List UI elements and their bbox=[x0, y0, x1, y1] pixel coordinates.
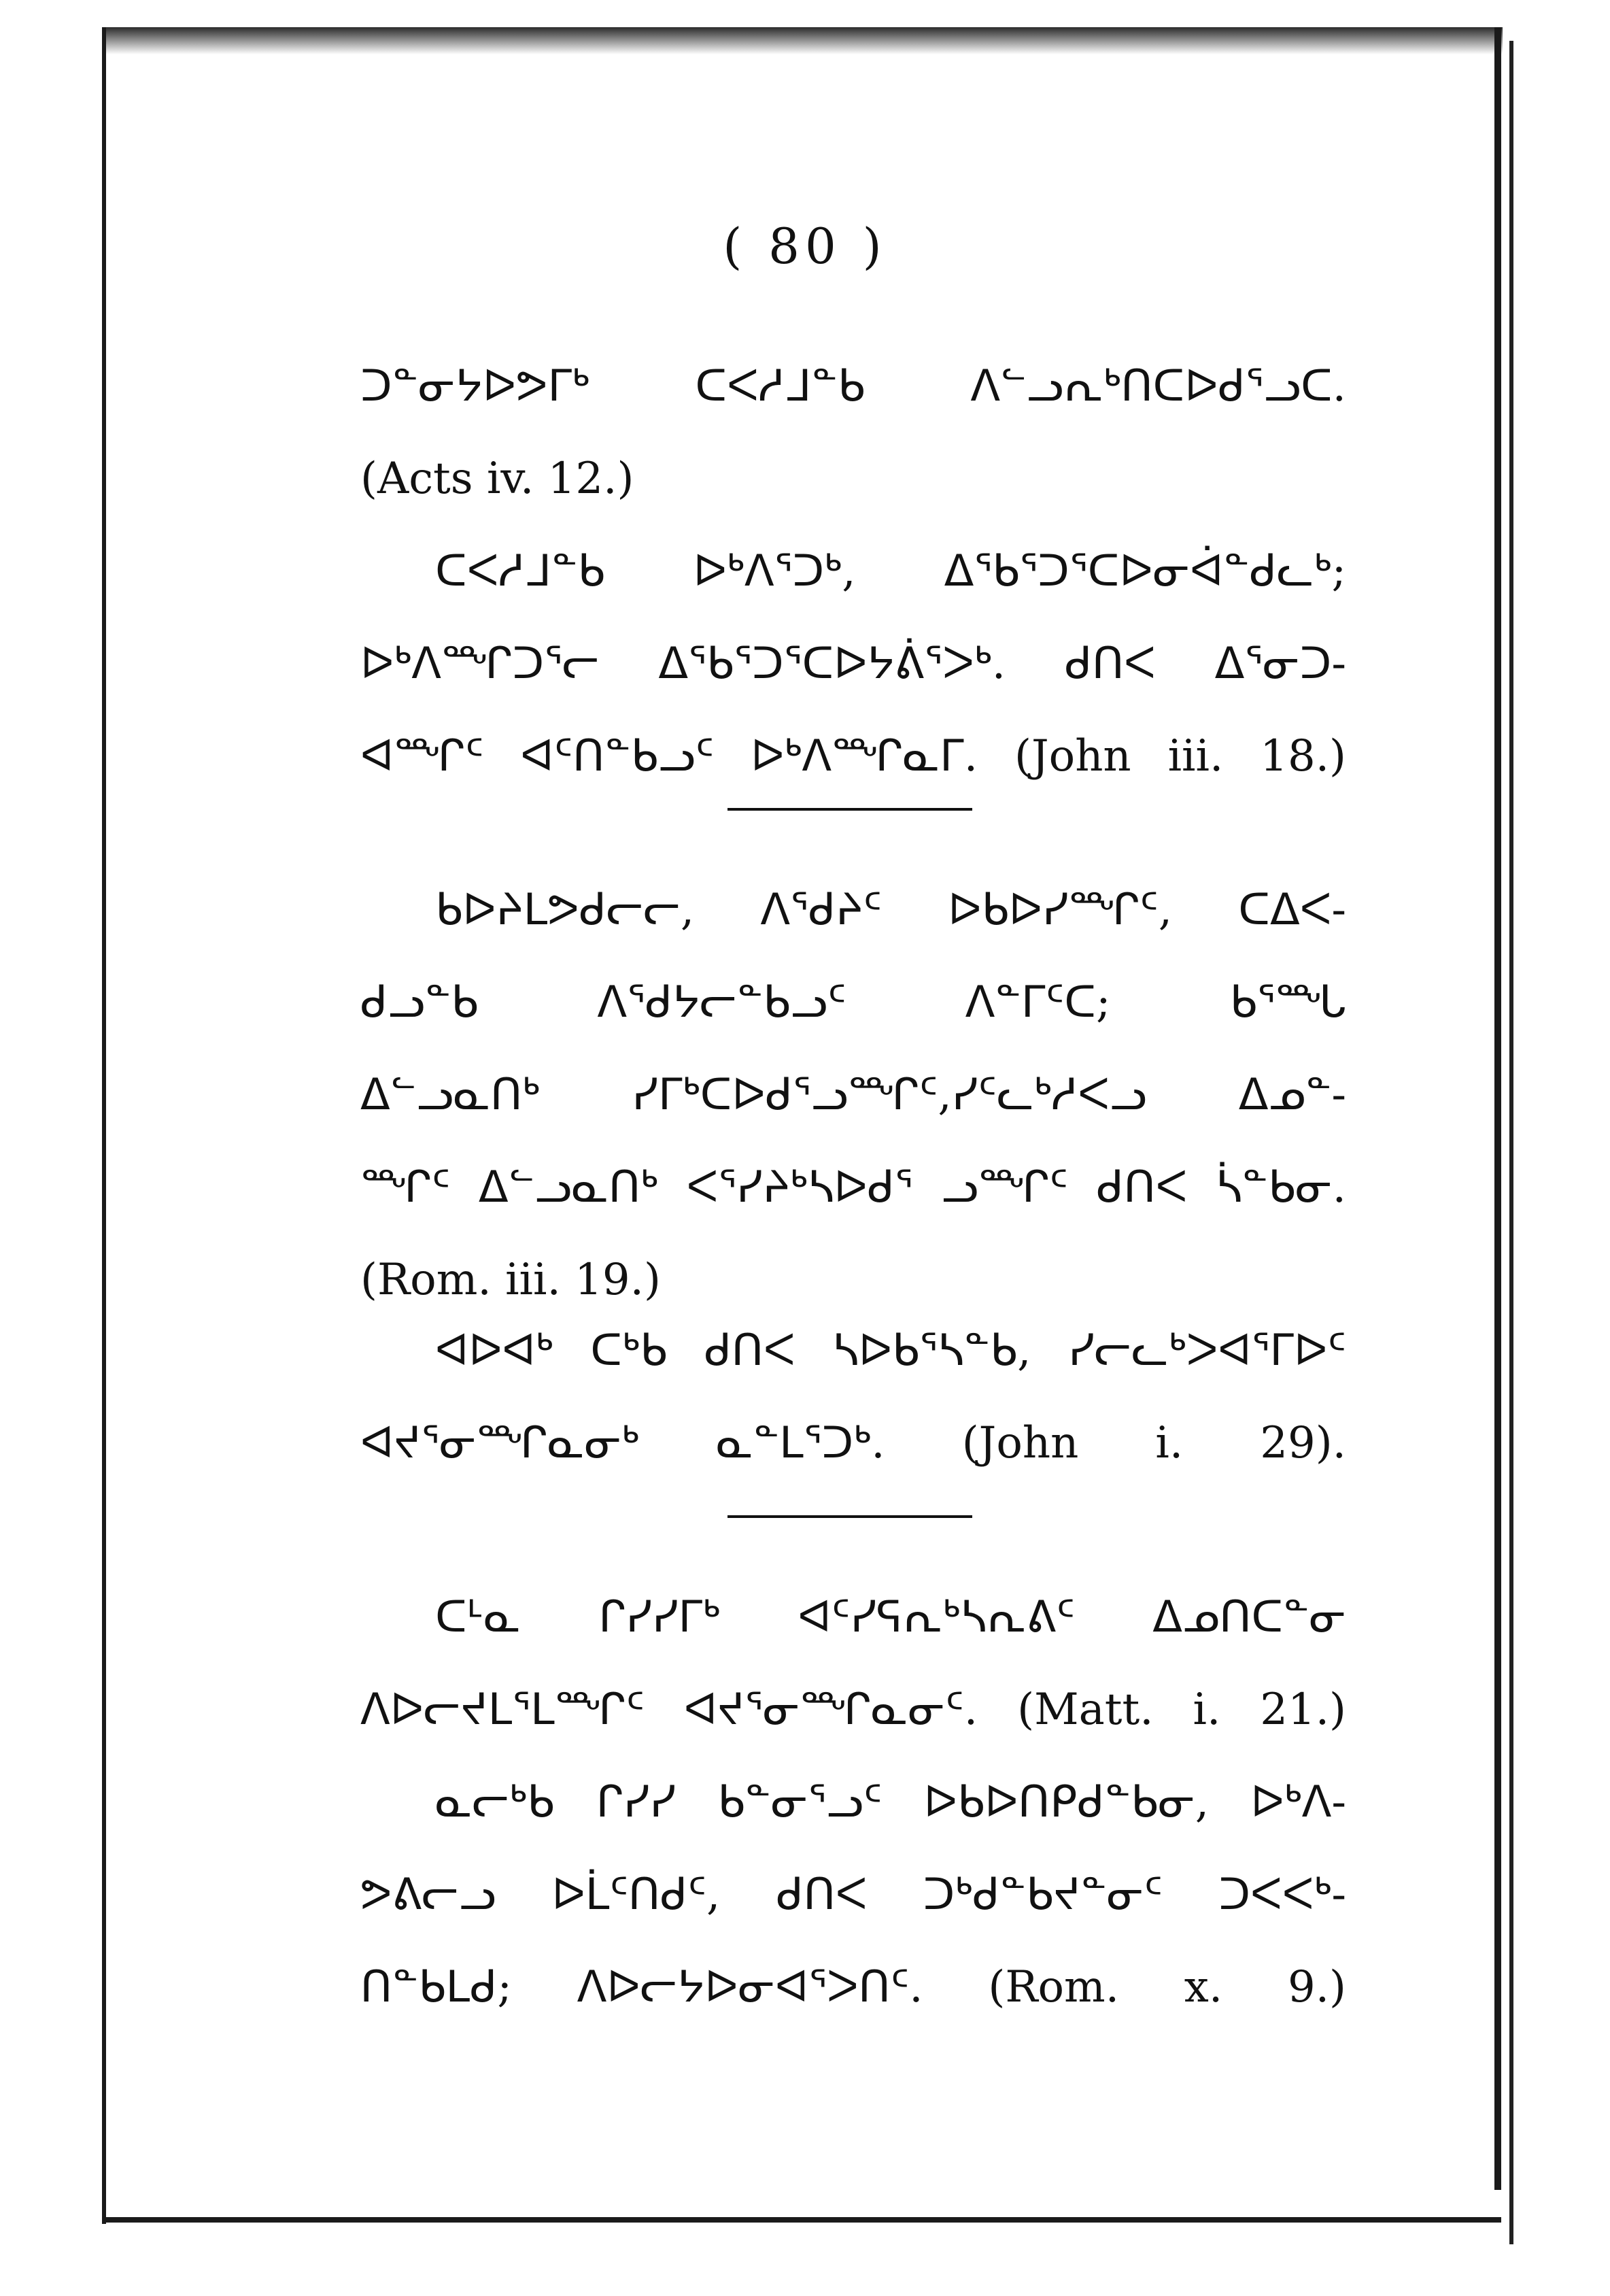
page-top-shadow bbox=[102, 27, 1503, 54]
page-left-edge bbox=[102, 27, 106, 2224]
syllabic-line-with-reference: ᐊᔪᕐᓂᙱᓇᓂᒃ ᓇᓐᒪᕐᑐᒃ. (John i. 29). bbox=[360, 1418, 1346, 1468]
page-right-edge bbox=[1494, 27, 1501, 2190]
adjacent-page-edge bbox=[1509, 41, 1513, 2244]
syllabic-line: ᑯᓗᓐᑲ ᐱᕐᑯᔭᓕᓐᑲᓗᑦ ᐱᓐᒥᑦᑕ; ᑲᕐᙵ bbox=[360, 977, 1346, 1028]
syllabic-line-with-reference: ᐊᙱᑦ ᐊᑦᑎᓐᑲᓗᑦ ᐅᒃᐱᙱᓇᒥ. (John iii. 18.) bbox=[360, 731, 1346, 781]
page-bottom-edge bbox=[102, 2217, 1501, 2223]
syllabic-line: ᕗᕕᓕᓗ ᐅᒫᑦᑎᑯᑦ, ᑯᑎᐸ ᑐᒃᑯᓐᑲᔪᓐᓂᑦ ᑐᐸᐸᒃ- bbox=[360, 1870, 1346, 1920]
verse-block-5 bbox=[360, 1571, 1346, 2033]
syllabic-line: ᙱᑦ ᐃᓪᓗᓇᑎᒃ ᐸᕐᓯᔨᒃᓴᐅᑯᕐ ᓗᙱᑦ ᑯᑎᐸ ᓵᓐᑲᓂ. bbox=[360, 1162, 1346, 1213]
verse-block-3 bbox=[360, 864, 1346, 1326]
scripture-reference: (Acts iv. 12.) bbox=[360, 454, 634, 504]
verse-block-2 bbox=[360, 525, 1346, 803]
scripture-reference: (Rom. iii. 19.) bbox=[360, 1255, 661, 1305]
syllabic-line: ᑐᓐᓂᔭᐅᕗᒥᒃ ᑕᐸᓱᒧᓐᑲ ᐱᓪᓗᕆᒃᑎᑕᐅᑯᕐᓗᑕ. bbox=[360, 361, 1346, 411]
section-divider bbox=[727, 808, 972, 811]
syllabic-line: ᑲᐅᔨᒪᕗᑯᓕᓕ, ᐱᕐᑯᔨᑦ ᐅᑲᐅᓯᙱᑦ, ᑕᐃᐸ- bbox=[435, 885, 1346, 935]
verse-block-4 bbox=[360, 1304, 1346, 1489]
syllabic-line: ᑕᐸᓱᒧᓐᑲ ᐅᒃᐱᕐᑐᒃ, ᐃᕐᑲᕐᑐᕐᑕᐅᓂᐋᓐᑯᓚᒃ; bbox=[435, 546, 1346, 596]
syllabic-line: ᑕᒻᓇ ᒋᓯᓯᒥᒃ ᐊᑦᓯᕋᕆᒃᓴᕆᕕᑦ ᐃᓄᑎᑕᓐᓂ bbox=[435, 1592, 1346, 1642]
verse-block-1 bbox=[360, 340, 1346, 525]
syllabic-line: ᐊᐅᐊᒃ ᑕᒃᑲ ᑯᑎᐸ ᓴᐅᑲᕐᓴᓐᑲ, ᓯᓕᓚᒃᐳᐊᕐᒥᐅᑦ bbox=[435, 1326, 1346, 1376]
syllabic-line-with-reference: ᐱᐅᓕᔪᒪᕐᒪᙱᑦ ᐊᔪᕐᓂᙱᓇᓂᑦ. (Matt. i. 21.) bbox=[360, 1685, 1346, 1735]
syllabic-line: ᐅᒃᐱᙱᑐᕐᓕ ᐃᕐᑲᕐᑐᕐᑕᐅᔭᕖᕐᐳᒃ. ᑯᑎᐸ ᐃᕐᓂᑐ- bbox=[360, 639, 1346, 689]
syllabic-line: ᓇᓕᒃᑲ ᒋᓯᓯ ᑲᓐᓂᕐᓗᑦ ᐅᑲᐅᑎᑭᑯᓐᑲᓂ, ᐅᒃᐱ- bbox=[435, 1777, 1346, 1827]
page-number: ( 80 ) bbox=[723, 218, 887, 275]
syllabic-line-with-reference: ᑎᓐᑲᒪᑯ; ᐱᐅᓕᔭᐅᓂᐊᕐᐳᑎᑦ. (Rom. x. 9.) bbox=[360, 1962, 1346, 2012]
section-divider bbox=[727, 1515, 972, 1518]
syllabic-line: ᐃᓪᓗᓇᑎᒃ ᓯᒥᒃᑕᐅᑯᕐᓗᙱᑦ,ᓯᑦᓚᒃᓱᐸᓗ ᐃᓄᓐ- bbox=[360, 1070, 1346, 1120]
